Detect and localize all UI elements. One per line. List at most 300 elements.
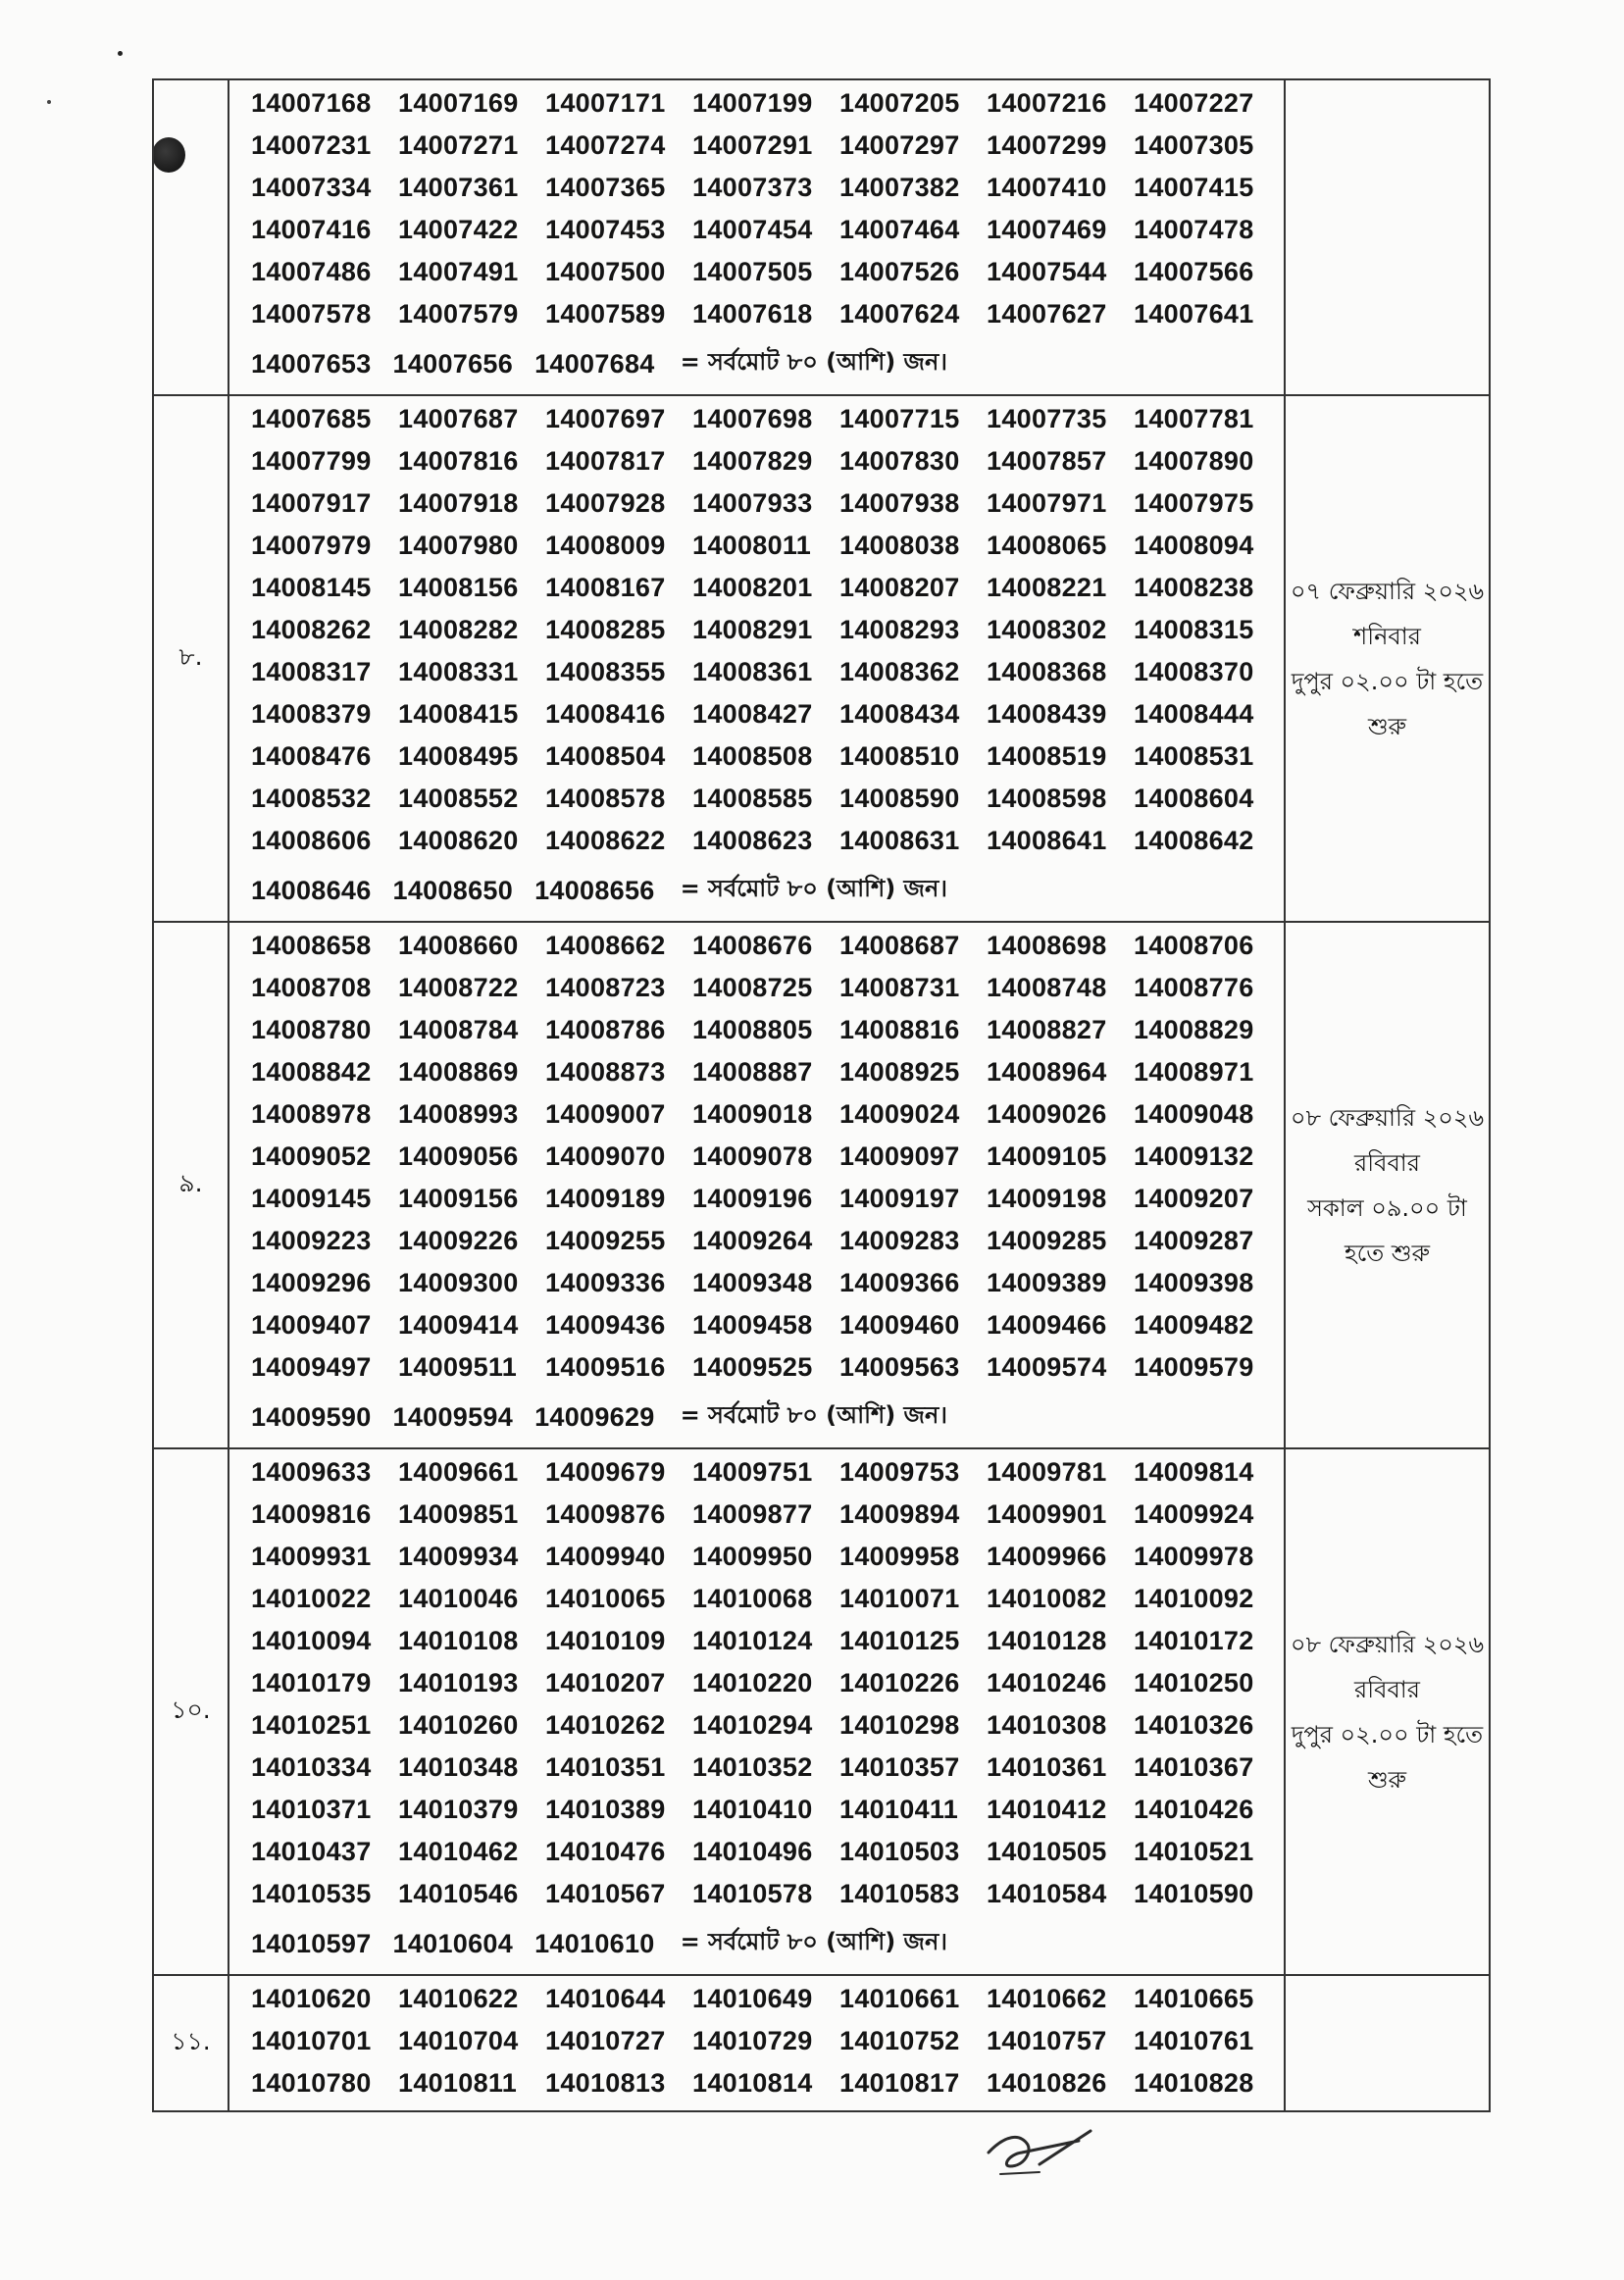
roll-number: 14008873: [545, 1057, 666, 1087]
roll-number-line: [251, 1346, 1284, 1389]
section-row: [153, 1448, 1490, 1975]
roll-number: 14007544: [987, 257, 1107, 286]
roll-number: 14009460: [839, 1310, 960, 1340]
roll-number: 14008658: [251, 931, 372, 960]
roll-number: 14008504: [545, 741, 666, 771]
roll-number: 14009563: [839, 1352, 960, 1382]
roll-number-line: [251, 440, 1284, 482]
roll-number-line: [251, 609, 1284, 651]
roll-number: 14009590: [251, 1401, 372, 1432]
roll-number: 14007299: [987, 130, 1107, 160]
roll-number: 14008660: [398, 931, 519, 960]
roll-number: 14009901: [987, 1499, 1107, 1529]
roll-number-line: [251, 1536, 1284, 1578]
roll-number: 14009026: [987, 1099, 1107, 1129]
roll-number: 14009781: [987, 1457, 1107, 1487]
roll-number: 14010437: [251, 1837, 372, 1866]
schedule-line: শুরু: [1367, 1765, 1407, 1794]
roll-number-line: [251, 967, 1284, 1009]
roll-number: 14008291: [692, 615, 813, 644]
roll-number: 14009189: [545, 1184, 666, 1213]
roll-number-line: [251, 82, 1284, 125]
roll-number: 14007971: [987, 488, 1107, 518]
roll-number: 14010590: [1134, 1879, 1254, 1908]
roll-number: 14008009: [545, 531, 666, 560]
roll-number: 14009958: [839, 1542, 960, 1571]
roll-number: 14009070: [545, 1141, 666, 1171]
roll-numbers-cell: [228, 1448, 1285, 1975]
roll-number: 14009934: [398, 1542, 519, 1571]
roll-number: 14009978: [1134, 1542, 1254, 1571]
roll-number: 14009629: [534, 1401, 655, 1432]
roll-number: 14008731: [839, 973, 960, 1002]
roll-number: 14010521: [1134, 1837, 1254, 1866]
roll-number-line: [251, 1136, 1284, 1178]
roll-number: 14009285: [987, 1226, 1107, 1255]
roll-numbers-cell: [228, 1975, 1285, 2111]
roll-number: 14010022: [251, 1584, 372, 1613]
roll-number: 14007373: [692, 173, 813, 202]
roll-number: 14007857: [987, 446, 1107, 476]
roll-number-line: [251, 820, 1284, 862]
roll-number: 14009348: [692, 1268, 813, 1297]
roll-number-line: [251, 1051, 1284, 1093]
roll-number: 14007697: [545, 404, 666, 433]
roll-number: 14007464: [839, 215, 960, 244]
roll-number: 14010179: [251, 1668, 372, 1697]
roll-number: 14007227: [1134, 88, 1254, 118]
roll-number: 14010326: [1134, 1710, 1254, 1740]
roll-number: 14010348: [398, 1752, 519, 1782]
roll-number: 14009132: [1134, 1141, 1254, 1171]
roll-number: 14007171: [545, 88, 666, 118]
roll-number: 14007500: [545, 257, 666, 286]
exam-schedule-cell: [1285, 1975, 1490, 2111]
roll-number: 14010665: [1134, 1984, 1254, 2013]
roll-number: 14009574: [987, 1352, 1107, 1382]
roll-number: 14010389: [545, 1795, 666, 1824]
roll-number: 14008708: [251, 973, 372, 1002]
speck-mark: [118, 51, 123, 56]
section-row: [153, 79, 1490, 395]
roll-number: 14009931: [251, 1542, 372, 1571]
roll-number: 14007980: [398, 531, 519, 560]
roll-number: 14008262: [251, 615, 372, 644]
roll-number: 14008780: [251, 1015, 372, 1044]
roll-number: 14009097: [839, 1141, 960, 1171]
roll-number: 14007199: [692, 88, 813, 118]
serial-number: ১০.: [153, 1448, 228, 1975]
roll-number: 14009940: [545, 1542, 666, 1571]
roll-number: 14007334: [251, 173, 372, 202]
roll-number: 14009511: [398, 1352, 518, 1382]
roll-number: 14008368: [987, 657, 1107, 686]
roll-number: 14008370: [1134, 657, 1254, 686]
roll-number: 14009679: [545, 1457, 666, 1487]
roll-number: 14008925: [839, 1057, 960, 1087]
roll-number: 14008552: [398, 784, 519, 813]
roll-number: 14008786: [545, 1015, 666, 1044]
roll-number: 14008662: [545, 931, 666, 960]
roll-number: 14010294: [692, 1710, 813, 1740]
roll-number: 14009516: [545, 1352, 666, 1382]
roll-number: 14008510: [839, 741, 960, 771]
roll-number: 14010352: [692, 1752, 813, 1782]
roll-number: 14008725: [692, 973, 813, 1002]
roll-number: 14010622: [398, 1984, 519, 2013]
roll-number: 14007933: [692, 488, 813, 518]
roll-number: 14008723: [545, 973, 666, 1002]
roll-number: 14007271: [398, 130, 519, 160]
roll-number: 14010476: [545, 1837, 666, 1866]
schedule-line: শুরু: [1367, 712, 1407, 740]
roll-number-line: [251, 525, 1284, 567]
summary-line: [251, 1919, 1284, 1968]
roll-number: 14010811: [398, 2068, 518, 2098]
roll-number: 14010250: [1134, 1668, 1254, 1697]
roll-number: 14009105: [987, 1141, 1107, 1171]
roll-number: 14007816: [398, 446, 519, 476]
roll-number-line: [251, 398, 1284, 440]
roll-number: 14009226: [398, 1226, 519, 1255]
schedule-line: ০৭ ফেব্রুয়ারি ২০২৬: [1290, 577, 1485, 605]
roll-number: 14009816: [251, 1499, 372, 1529]
roll-number: 14008869: [398, 1057, 519, 1087]
roll-number: 14009389: [987, 1268, 1107, 1297]
roll-number: 14009633: [251, 1457, 372, 1487]
roll-number: 14009207: [1134, 1184, 1254, 1213]
roll-number-line: [251, 1578, 1284, 1620]
roll-number: 14007382: [839, 173, 960, 202]
roll-number-line: [251, 651, 1284, 693]
roll-number-line: [251, 1704, 1284, 1747]
total-count: = সর্বমোট ৮০ (আশি) জন।: [680, 875, 947, 902]
roll-number: 14007979: [251, 531, 372, 560]
roll-number: 14009894: [839, 1499, 960, 1529]
schedule-line: রবিবার: [1354, 1675, 1420, 1703]
roll-number-schedule-table: [152, 78, 1491, 2112]
roll-number: 14008379: [251, 699, 372, 729]
roll-number: 14008439: [987, 699, 1107, 729]
roll-number: 14007624: [839, 299, 960, 329]
roll-number: 14010661: [839, 1984, 960, 2013]
roll-number: 14010411: [839, 1795, 959, 1824]
roll-number: 14009814: [1134, 1457, 1254, 1487]
roll-number: 14010357: [839, 1752, 960, 1782]
roll-number: 14007618: [692, 299, 813, 329]
roll-number: 14009024: [839, 1099, 960, 1129]
roll-number: 14010597: [251, 1928, 372, 1958]
roll-number-line: [251, 735, 1284, 778]
roll-number: 14010172: [1134, 1626, 1254, 1655]
section-row: [153, 922, 1490, 1448]
roll-number-line: [251, 1620, 1284, 1662]
roll-number: 14009876: [545, 1499, 666, 1529]
roll-number: 14010462: [398, 1837, 519, 1866]
roll-number: 14010604: [392, 1928, 514, 1958]
roll-number: 14008642: [1134, 826, 1254, 855]
roll-number: 14007918: [398, 488, 519, 518]
roll-number: 14010584: [987, 1879, 1107, 1908]
roll-number: 14010567: [545, 1879, 666, 1908]
roll-number: 14007830: [839, 446, 960, 476]
roll-number: 14010351: [545, 1752, 666, 1782]
roll-number: 14010379: [398, 1795, 519, 1824]
section-row: [153, 1975, 1490, 2111]
roll-number: 14007685: [251, 404, 372, 433]
roll-number: 14008221: [987, 573, 1107, 602]
roll-number: 14008495: [398, 741, 519, 771]
roll-number: 14009497: [251, 1352, 372, 1382]
roll-number: 14009007: [545, 1099, 666, 1129]
roll-number: 14010125: [839, 1626, 960, 1655]
roll-number: 14009196: [692, 1184, 813, 1213]
total-count: = সর্বমোট ৮০ (আশি) জন।: [680, 1928, 947, 1955]
roll-number: 14009436: [545, 1310, 666, 1340]
roll-number: 14010412: [987, 1795, 1107, 1824]
schedule-line: শনিবার: [1353, 622, 1421, 650]
roll-number: 14007799: [251, 446, 372, 476]
roll-number: 14007168: [251, 88, 372, 118]
roll-number-line: [251, 209, 1284, 251]
roll-number: 14009753: [839, 1457, 960, 1487]
roll-number-line: [251, 125, 1284, 167]
roll-number: 14010065: [545, 1584, 666, 1613]
total-count: = সর্বমোট ৮০ (আশি) জন।: [680, 1401, 947, 1429]
roll-number: 14008641: [987, 826, 1107, 855]
roll-number: 14008416: [545, 699, 666, 729]
roll-number: 14008606: [251, 826, 372, 855]
total-count: = সর্বমোট ৮০ (আশি) জন।: [680, 348, 947, 376]
roll-number: 14010761: [1134, 2026, 1254, 2055]
roll-number: 14008415: [398, 699, 519, 729]
roll-number: 14009300: [398, 1268, 519, 1297]
roll-numbers-cell: [228, 395, 1285, 922]
roll-number-line: [251, 1009, 1284, 1051]
speck-mark: [47, 100, 51, 104]
roll-number: 14008585: [692, 784, 813, 813]
serial-number: ১১.: [153, 1975, 228, 2111]
roll-number-line: [251, 167, 1284, 209]
roll-number: 14009877: [692, 1499, 813, 1529]
roll-number: 14009366: [839, 1268, 960, 1297]
roll-number: 14007589: [545, 299, 666, 329]
roll-number: 14007410: [987, 173, 1107, 202]
roll-number-line: [251, 2062, 1284, 2104]
exam-schedule-cell: [1285, 395, 1490, 922]
roll-number: 14009407: [251, 1310, 372, 1340]
roll-number: 14010361: [987, 1752, 1107, 1782]
summary-line: [251, 866, 1284, 915]
roll-number: 14007478: [1134, 215, 1254, 244]
roll-number: 14008676: [692, 931, 813, 960]
roll-number: 14010503: [839, 1837, 960, 1866]
roll-number: 14007169: [398, 88, 519, 118]
roll-number: 14007491: [398, 257, 519, 286]
roll-number: 14007627: [987, 299, 1107, 329]
roll-number: 14008145: [251, 573, 372, 602]
roll-number-line: [251, 293, 1284, 335]
roll-number: 14008427: [692, 699, 813, 729]
roll-number: 14008842: [251, 1057, 372, 1087]
roll-number: 14008971: [1134, 1057, 1254, 1087]
roll-number: 14010308: [987, 1710, 1107, 1740]
roll-number: 14008508: [692, 741, 813, 771]
roll-number: 14010226: [839, 1668, 960, 1697]
roll-number: 14007469: [987, 215, 1107, 244]
roll-number: 14007274: [545, 130, 666, 160]
roll-number: 14008361: [692, 657, 813, 686]
roll-number: 14010752: [839, 2026, 960, 2055]
roll-number: 14007698: [692, 404, 813, 433]
roll-number: 14008784: [398, 1015, 519, 1044]
roll-number: 14008355: [545, 657, 666, 686]
roll-number: 14007305: [1134, 130, 1254, 160]
roll-number: 14008598: [987, 784, 1107, 813]
roll-number: 14008293: [839, 615, 960, 644]
roll-number: 14007526: [839, 257, 960, 286]
roll-number: 14010662: [987, 1984, 1107, 2013]
schedule-line: সকাল ০৯.০০ টা: [1307, 1193, 1467, 1222]
roll-number-line: [251, 2020, 1284, 2062]
table-body: [153, 79, 1490, 2111]
roll-number: 14009482: [1134, 1310, 1254, 1340]
roll-number: 14009197: [839, 1184, 960, 1213]
roll-number: 14009336: [545, 1268, 666, 1297]
roll-number: 14010334: [251, 1752, 372, 1782]
roll-number: 14008011: [692, 531, 812, 560]
roll-number-line: [251, 1220, 1284, 1262]
roll-number: 14007231: [251, 130, 372, 160]
signature-icon: [981, 2123, 1108, 2182]
roll-number: 14009156: [398, 1184, 519, 1213]
roll-number: 14010094: [251, 1626, 372, 1655]
roll-number: 14008207: [839, 573, 960, 602]
roll-number: 14010071: [839, 1584, 960, 1613]
roll-number: 14010704: [398, 2026, 519, 2055]
roll-number: 14008650: [392, 875, 514, 905]
roll-number: 14007653: [251, 348, 372, 379]
roll-number: 14009048: [1134, 1099, 1254, 1129]
roll-number: 14008722: [398, 973, 519, 1002]
roll-number: 14010124: [692, 1626, 813, 1655]
roll-number: 14008656: [534, 875, 655, 905]
roll-number-line: [251, 925, 1284, 967]
roll-number: 14009661: [398, 1457, 519, 1487]
roll-number: 14009145: [251, 1184, 372, 1213]
schedule-line: হতে শুরু: [1345, 1239, 1430, 1267]
roll-number: 14009052: [251, 1141, 372, 1171]
roll-number: 14008578: [545, 784, 666, 813]
roll-number: 14009579: [1134, 1352, 1254, 1382]
roll-number: 14009056: [398, 1141, 519, 1171]
roll-number: 14007579: [398, 299, 519, 329]
roll-number: 14007297: [839, 130, 960, 160]
roll-number: 14010757: [987, 2026, 1107, 2055]
roll-number: 14010727: [545, 2026, 666, 2055]
roll-number: 14008238: [1134, 573, 1254, 602]
roll-number-line: [251, 1304, 1284, 1346]
roll-number: 14008065: [987, 531, 1107, 560]
roll-number-line: [251, 567, 1284, 609]
roll-number: 14008698: [987, 931, 1107, 960]
roll-number: 14009398: [1134, 1268, 1254, 1297]
roll-number: 14008620: [398, 826, 519, 855]
roll-number: 14010583: [839, 1879, 960, 1908]
roll-number-line: [251, 1873, 1284, 1915]
roll-number-line: [251, 1789, 1284, 1831]
roll-number: 14008282: [398, 615, 519, 644]
roll-number-line: [251, 1262, 1284, 1304]
roll-number: 14007422: [398, 215, 519, 244]
roll-number: 14009851: [398, 1499, 519, 1529]
roll-number: 14010207: [545, 1668, 666, 1697]
roll-number-line: [251, 251, 1284, 293]
roll-number: 14008623: [692, 826, 813, 855]
schedule-line: রবিবার: [1354, 1148, 1420, 1177]
roll-number: 14009296: [251, 1268, 372, 1297]
roll-number: 14009414: [398, 1310, 519, 1340]
roll-number-line: [251, 1662, 1284, 1704]
roll-number: 14010826: [987, 2068, 1107, 2098]
roll-number: 14008604: [1134, 784, 1254, 813]
roll-number: 14008532: [251, 784, 372, 813]
roll-number: 14010108: [398, 1626, 519, 1655]
roll-number: 14008829: [1134, 1015, 1254, 1044]
roll-number: 14007656: [392, 348, 514, 379]
roll-number: 14010813: [545, 2068, 666, 2098]
roll-number: 14008827: [987, 1015, 1107, 1044]
roll-number: 14010068: [692, 1584, 813, 1613]
roll-number: 14010780: [251, 2068, 372, 2098]
roll-number: 14008444: [1134, 699, 1254, 729]
roll-number: 14007505: [692, 257, 813, 286]
roll-number: 14010410: [692, 1795, 813, 1824]
roll-number: 14010262: [545, 1710, 666, 1740]
roll-number: 14010535: [251, 1879, 372, 1908]
roll-number: 14010371: [251, 1795, 372, 1824]
roll-number: 14009594: [392, 1401, 514, 1432]
schedule-line: ০৮ ফেব্রুয়ারি ২০২৬: [1290, 1630, 1485, 1658]
roll-number: 14008094: [1134, 531, 1254, 560]
exam-schedule-cell: [1285, 79, 1490, 395]
roll-number: 14010046: [398, 1584, 519, 1613]
serial-number: ৮.: [153, 395, 228, 922]
roll-number: 14010426: [1134, 1795, 1254, 1824]
roll-number: 14007715: [839, 404, 960, 433]
roll-number: 14008302: [987, 615, 1107, 644]
roll-number: 14010092: [1134, 1584, 1254, 1613]
roll-number: 14008156: [398, 573, 519, 602]
roll-number: 14008476: [251, 741, 372, 771]
roll-number: 14008805: [692, 1015, 813, 1044]
roll-number: 14007216: [987, 88, 1107, 118]
roll-number-line: [251, 1494, 1284, 1536]
roll-number: 14007735: [987, 404, 1107, 433]
roll-number: 14009223: [251, 1226, 372, 1255]
roll-number: 14009458: [692, 1310, 813, 1340]
roll-number: 14008285: [545, 615, 666, 644]
roll-number: 14009950: [692, 1542, 813, 1571]
roll-number: 14008362: [839, 657, 960, 686]
roll-number: 14009255: [545, 1226, 666, 1255]
roll-number: 14009198: [987, 1184, 1107, 1213]
roll-number: 14008978: [251, 1099, 372, 1129]
roll-number: 14010251: [251, 1710, 372, 1740]
roll-number: 14007975: [1134, 488, 1254, 518]
roll-number: 14010729: [692, 2026, 813, 2055]
roll-number: 14008776: [1134, 973, 1254, 1002]
